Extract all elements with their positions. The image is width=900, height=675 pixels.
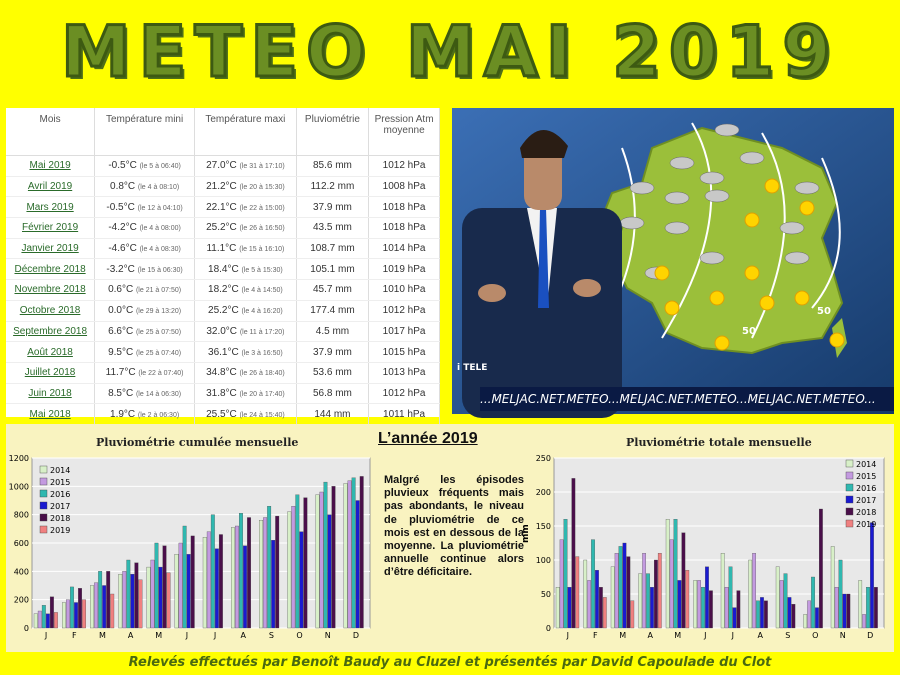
- legend-label: 2015: [50, 478, 71, 487]
- bar: [725, 587, 728, 628]
- bar: [591, 540, 594, 628]
- bar: [352, 478, 356, 628]
- legend-swatch: [40, 514, 47, 521]
- table-row: [6, 280, 440, 301]
- temp-min: 6.6°C (le 25 à 07:50): [95, 321, 195, 342]
- rainfall: 53.6 mm: [296, 362, 368, 383]
- bar: [62, 603, 66, 629]
- bar: [631, 601, 634, 628]
- bar: [866, 587, 869, 628]
- x-tick-label: D: [352, 631, 360, 640]
- bar: [110, 594, 114, 628]
- legend-label: 2018: [856, 508, 877, 517]
- footer-credit: Relevés effectués par Benoît Baudy au Cluzel et présentés par David Capoulade du Clot: [128, 655, 772, 670]
- chart1-title: Pluviométrie cumulée mensuelle: [96, 436, 299, 449]
- bar: [843, 594, 846, 628]
- bar: [360, 476, 364, 628]
- bar: [705, 567, 708, 628]
- y-tick-label: 200: [535, 488, 551, 497]
- x-tick-label: N: [324, 631, 331, 640]
- x-tick-label: F: [71, 631, 77, 640]
- temp-max: 21.2°C (le 20 à 15:30): [195, 176, 297, 197]
- month-link[interactable]: Janvier 2019: [6, 238, 95, 259]
- x-tick-label: M: [155, 631, 163, 640]
- bar: [686, 570, 689, 628]
- bar: [701, 587, 704, 628]
- bar: [90, 586, 94, 629]
- bar: [267, 506, 271, 628]
- table-row: [6, 321, 440, 342]
- bar: [94, 583, 98, 628]
- legend-swatch: [846, 496, 853, 503]
- table-row: [6, 383, 440, 404]
- bar: [151, 560, 155, 628]
- legend-swatch: [846, 472, 853, 479]
- rainfall: 144 mm: [296, 404, 368, 425]
- table-row: [6, 156, 440, 177]
- bar: [642, 553, 645, 628]
- bar: [682, 533, 685, 628]
- bar: [760, 597, 763, 628]
- pressure: 1017 hPa: [369, 321, 440, 342]
- temp-min: -0.5°C (le 5 à 06:40): [95, 156, 195, 177]
- annee-text: Malgré les épisodes pluvieux fréquents mais pas abondants, le niveau de pluviométrie de ce mois est en dessous de la moyenne. La pluviométrie annuelle continue alors d’être déficitaire.: [384, 474, 524, 579]
- bar: [756, 601, 759, 628]
- month-link[interactable]: Mai 2019: [6, 156, 95, 177]
- bar: [674, 519, 677, 628]
- bar: [54, 612, 58, 628]
- bar: [870, 523, 873, 628]
- rainfall: 108.7 mm: [296, 238, 368, 259]
- table-row: [6, 176, 440, 197]
- x-tick-label: M: [674, 631, 682, 640]
- legend-swatch: [40, 478, 47, 485]
- bar: [729, 567, 732, 628]
- temp-max: 18.2°C (le 4 à 14:50): [195, 280, 297, 301]
- bar: [874, 587, 877, 628]
- bar: [46, 614, 50, 628]
- table-header: Pluviométrie: [296, 108, 368, 156]
- bar: [697, 580, 700, 628]
- bar: [42, 605, 46, 628]
- temp-max: 27.0°C (le 31 à 17:10): [195, 156, 297, 177]
- temp-min: 0.0°C (le 29 à 13:20): [95, 300, 195, 321]
- temp-max: 18.4°C (le 5 à 15:30): [195, 259, 297, 280]
- legend-label: 2019: [856, 520, 877, 529]
- bar: [646, 574, 649, 628]
- temp-min: 1.9°C (le 2 à 06:30): [95, 404, 195, 425]
- bar: [619, 546, 622, 628]
- bar: [159, 567, 163, 628]
- bar: [694, 580, 697, 628]
- bar: [587, 580, 590, 628]
- bar: [811, 577, 814, 628]
- chart2-title: Pluviométrie totale mensuelle: [626, 436, 812, 449]
- temp-max: 32.0°C (le 11 à 17:20): [195, 321, 297, 342]
- y-tick-label: 200: [13, 595, 29, 605]
- table-header: Mois: [6, 108, 95, 156]
- bar: [332, 486, 336, 628]
- y-axis-label: mm: [521, 524, 531, 543]
- legend-label: 2017: [50, 502, 71, 511]
- bar: [155, 543, 159, 628]
- x-tick-label: D: [867, 631, 874, 640]
- y-tick-label: 100: [535, 556, 551, 565]
- channel-logo: i TELE: [457, 363, 488, 373]
- wind-label-2: 50: [817, 306, 831, 317]
- bar: [599, 587, 602, 628]
- temp-min: -4.6°C (le 4 à 08:30): [95, 238, 195, 259]
- bar: [584, 560, 587, 628]
- bar: [611, 567, 614, 628]
- table-row: [6, 218, 440, 239]
- x-tick-label: M: [619, 631, 627, 640]
- table-row: [6, 342, 440, 363]
- bar: [348, 481, 352, 628]
- bar: [847, 594, 850, 628]
- temp-min: 11.7°C (le 22 à 07:40): [95, 362, 195, 383]
- temp-min: 8.5°C (le 14 à 06:30): [95, 383, 195, 404]
- bar: [356, 501, 360, 629]
- y-tick-label: 0: [545, 624, 551, 633]
- legend-swatch: [846, 484, 853, 491]
- legend-label: 2014: [856, 460, 877, 469]
- bar: [670, 540, 673, 628]
- pressure: 1018 hPa: [369, 218, 440, 239]
- legend-label: 2016: [856, 484, 877, 493]
- pressure: 1014 hPa: [369, 238, 440, 259]
- rainfall: 105.1 mm: [296, 259, 368, 280]
- x-tick-label: A: [240, 631, 246, 640]
- y-tick-label: 250: [535, 454, 551, 463]
- pressure: 1015 hPa: [369, 342, 440, 363]
- month-link[interactable]: Juin 2018: [6, 383, 95, 404]
- month-link[interactable]: Mars 2019: [6, 197, 95, 218]
- bar: [709, 591, 712, 628]
- y-tick-label: 1000: [8, 482, 29, 492]
- bar: [106, 571, 110, 628]
- temp-max: 22.1°C (le 22 à 15:00): [195, 197, 297, 218]
- weather-forecast-image: [452, 108, 894, 414]
- bar: [859, 580, 862, 628]
- y-tick-label: 50: [540, 590, 551, 599]
- bar: [98, 571, 102, 628]
- bar: [183, 526, 187, 628]
- bar: [231, 527, 235, 628]
- bar: [300, 532, 304, 628]
- table-header: Température maxi: [195, 108, 297, 156]
- bar: [135, 563, 139, 628]
- table-row: [6, 259, 440, 280]
- bar: [792, 604, 795, 628]
- pressure: 1011 hPa: [369, 404, 440, 425]
- bar: [560, 540, 563, 628]
- bar: [595, 570, 598, 628]
- bar: [167, 573, 171, 628]
- annee-title: L’année 2019: [378, 430, 478, 447]
- bar: [215, 549, 219, 628]
- legend-swatch: [846, 508, 853, 515]
- y-tick-label: 800: [13, 510, 29, 520]
- temp-max: 25.2°C (le 26 à 16:50): [195, 218, 297, 239]
- bar: [139, 580, 143, 628]
- bar: [784, 574, 787, 628]
- bar: [119, 574, 123, 628]
- bar: [316, 495, 320, 628]
- table-header: Pression Atm moyenne: [369, 108, 440, 156]
- rainfall: 112.2 mm: [296, 176, 368, 197]
- bar: [556, 587, 559, 628]
- temp-max: 11.1°C (le 15 à 16:10): [195, 238, 297, 259]
- x-tick-label: J: [185, 631, 189, 640]
- table-header: Température mini: [95, 108, 195, 156]
- bar: [666, 519, 669, 628]
- rainfall: 43.5 mm: [296, 218, 368, 239]
- rainfall: 37.9 mm: [296, 342, 368, 363]
- bar: [627, 557, 630, 628]
- x-tick-label: J: [213, 631, 217, 640]
- rainfall: 37.9 mm: [296, 197, 368, 218]
- bar: [819, 509, 822, 628]
- legend-swatch: [846, 460, 853, 467]
- bar: [733, 608, 736, 628]
- temp-max: 34.8°C (le 26 à 18:40): [195, 362, 297, 383]
- rainfall: 4.5 mm: [296, 321, 368, 342]
- pressure: 1013 hPa: [369, 362, 440, 383]
- bar: [572, 478, 575, 628]
- x-tick-label: O: [296, 631, 303, 640]
- bar: [203, 537, 207, 628]
- temp-min: 0.6°C (le 21 à 07:50): [95, 280, 195, 301]
- temp-max: 25.2°C (le 4 à 16:20): [195, 300, 297, 321]
- bottom-panel: [6, 424, 894, 652]
- x-tick-label: J: [731, 631, 734, 640]
- legend-swatch: [40, 490, 47, 497]
- bar: [259, 520, 263, 628]
- wind-label-1: 50: [742, 326, 756, 337]
- temp-max: 36.1°C (le 3 à 16:50): [195, 342, 297, 363]
- bar: [191, 536, 195, 628]
- legend-swatch: [40, 502, 47, 509]
- bar: [70, 587, 74, 628]
- x-tick-label: J: [566, 631, 569, 640]
- pressure: 1019 hPa: [369, 259, 440, 280]
- legend-label: 2014: [50, 466, 71, 475]
- x-tick-label: O: [812, 631, 819, 640]
- legend-label: 2017: [856, 496, 877, 505]
- bar: [320, 492, 324, 628]
- legend-swatch: [40, 466, 47, 473]
- bar: [752, 553, 755, 628]
- month-link[interactable]: Septembre 2018: [6, 321, 95, 342]
- bar: [219, 535, 223, 629]
- temp-min: 0.8°C (le 4 à 08:10): [95, 176, 195, 197]
- month-link[interactable]: Octobre 2018: [6, 300, 95, 321]
- weather-table: [6, 108, 440, 420]
- temp-max: 25.5°C (le 24 à 15:40): [195, 404, 297, 425]
- bar: [862, 614, 865, 628]
- pressure: 1012 hPa: [369, 383, 440, 404]
- temp-min: -0.5°C (le 12 à 04:10): [95, 197, 195, 218]
- bar: [211, 515, 215, 628]
- bar: [78, 588, 82, 628]
- bar: [639, 574, 642, 628]
- bar: [175, 554, 179, 628]
- table-row: [6, 197, 440, 218]
- table-row: [6, 300, 440, 321]
- pressure: 1012 hPa: [369, 300, 440, 321]
- bar: [576, 557, 579, 628]
- bar: [658, 553, 661, 628]
- bar: [835, 587, 838, 628]
- x-tick-label: F: [592, 631, 598, 640]
- bar: [603, 597, 606, 628]
- bar: [66, 600, 70, 628]
- bar: [654, 560, 657, 628]
- month-link[interactable]: Février 2019: [6, 218, 95, 239]
- bar: [243, 546, 247, 628]
- bar: [247, 518, 251, 629]
- y-tick-label: 600: [13, 539, 29, 548]
- bar: [737, 591, 740, 628]
- bar: [564, 519, 567, 628]
- bar: [163, 546, 167, 628]
- bar: [38, 611, 42, 628]
- y-tick-label: 400: [13, 567, 29, 577]
- bar: [650, 587, 653, 628]
- x-tick-label: M: [98, 631, 106, 640]
- y-tick-label: 150: [535, 522, 551, 531]
- rainfall: 177.4 mm: [296, 300, 368, 321]
- bar: [179, 543, 183, 628]
- month-link[interactable]: Août 2018: [6, 342, 95, 363]
- bar: [815, 608, 818, 628]
- page-title: METEO MAI 2019: [61, 11, 839, 93]
- rainfall: 85.6 mm: [296, 156, 368, 177]
- bar: [788, 597, 791, 628]
- x-tick-label: J: [704, 631, 707, 640]
- y-tick-label: 0: [23, 624, 29, 633]
- bar: [275, 516, 279, 628]
- x-tick-label: A: [647, 631, 653, 640]
- legend-label: 2019: [50, 526, 71, 535]
- bar: [235, 526, 239, 628]
- bar: [678, 580, 681, 628]
- x-tick-label: A: [127, 631, 134, 640]
- bar: [568, 587, 571, 628]
- bar: [831, 546, 834, 628]
- month-link[interactable]: Décembre 2018: [6, 259, 95, 280]
- bar: [807, 601, 810, 628]
- bar: [780, 580, 783, 628]
- x-tick-label: A: [757, 631, 763, 640]
- legend-label: 2018: [50, 514, 71, 523]
- bar: [721, 553, 724, 628]
- bar: [304, 498, 308, 628]
- x-tick-label: N: [839, 631, 846, 640]
- bar: [271, 540, 275, 628]
- bar: [74, 603, 78, 629]
- table-row: [6, 238, 440, 259]
- bar: [839, 560, 842, 628]
- bar: [776, 567, 779, 628]
- bar: [102, 586, 106, 629]
- bar: [147, 567, 151, 628]
- bar: [207, 532, 211, 628]
- month-link[interactable]: Mai 2018: [6, 404, 95, 425]
- bar: [324, 482, 328, 628]
- bar: [296, 495, 300, 628]
- table-row: [6, 404, 440, 425]
- temp-max: 31.8°C (le 20 à 17:40): [195, 383, 297, 404]
- bar: [623, 543, 626, 628]
- pressure: 1010 hPa: [369, 280, 440, 301]
- temp-min: -3.2°C (le 15 à 06:30): [95, 259, 195, 280]
- legend-swatch: [846, 520, 853, 527]
- month-link[interactable]: Juillet 2018: [6, 362, 95, 383]
- month-link[interactable]: Novembre 2018: [6, 280, 95, 301]
- temp-min: -4.2°C (le 4 à 08:00): [95, 218, 195, 239]
- cumulative-rain-chart: [6, 450, 378, 650]
- legend-swatch: [40, 526, 47, 533]
- rainfall: 56.8 mm: [296, 383, 368, 404]
- bar: [123, 571, 127, 628]
- bar: [34, 614, 38, 628]
- monthly-rain-chart: [521, 450, 894, 650]
- bar: [127, 560, 131, 628]
- bar: [50, 597, 54, 628]
- ticker-banner: ...MELJAC.NET.METEO...MELJAC.NET.METEO...MELJAC.NET.METEO...: [480, 387, 894, 411]
- bar: [82, 600, 86, 628]
- rainfall: 45.7 mm: [296, 280, 368, 301]
- bar: [764, 601, 767, 628]
- bar: [131, 574, 135, 628]
- pressure: 1018 hPa: [369, 197, 440, 218]
- bar: [288, 512, 292, 628]
- y-tick-label: 1200: [8, 454, 29, 463]
- pressure: 1008 hPa: [369, 176, 440, 197]
- temp-min: 9.5°C (le 25 à 07:40): [95, 342, 195, 363]
- table-row: [6, 362, 440, 383]
- bar: [187, 554, 191, 628]
- legend-label: 2016: [50, 490, 71, 499]
- x-tick-label: S: [268, 631, 274, 640]
- month-link[interactable]: Avril 2019: [6, 176, 95, 197]
- bar: [615, 553, 618, 628]
- pressure: 1012 hPa: [369, 156, 440, 177]
- x-tick-label: S: [785, 631, 791, 640]
- bar: [292, 506, 296, 628]
- bar: [263, 518, 267, 629]
- bar: [804, 614, 807, 628]
- bar: [328, 515, 332, 628]
- bar: [344, 484, 348, 629]
- france-weather-map: [452, 108, 894, 414]
- legend-label: 2015: [856, 472, 877, 481]
- bar: [749, 560, 752, 628]
- bar: [239, 513, 243, 628]
- x-tick-label: J: [44, 631, 48, 640]
